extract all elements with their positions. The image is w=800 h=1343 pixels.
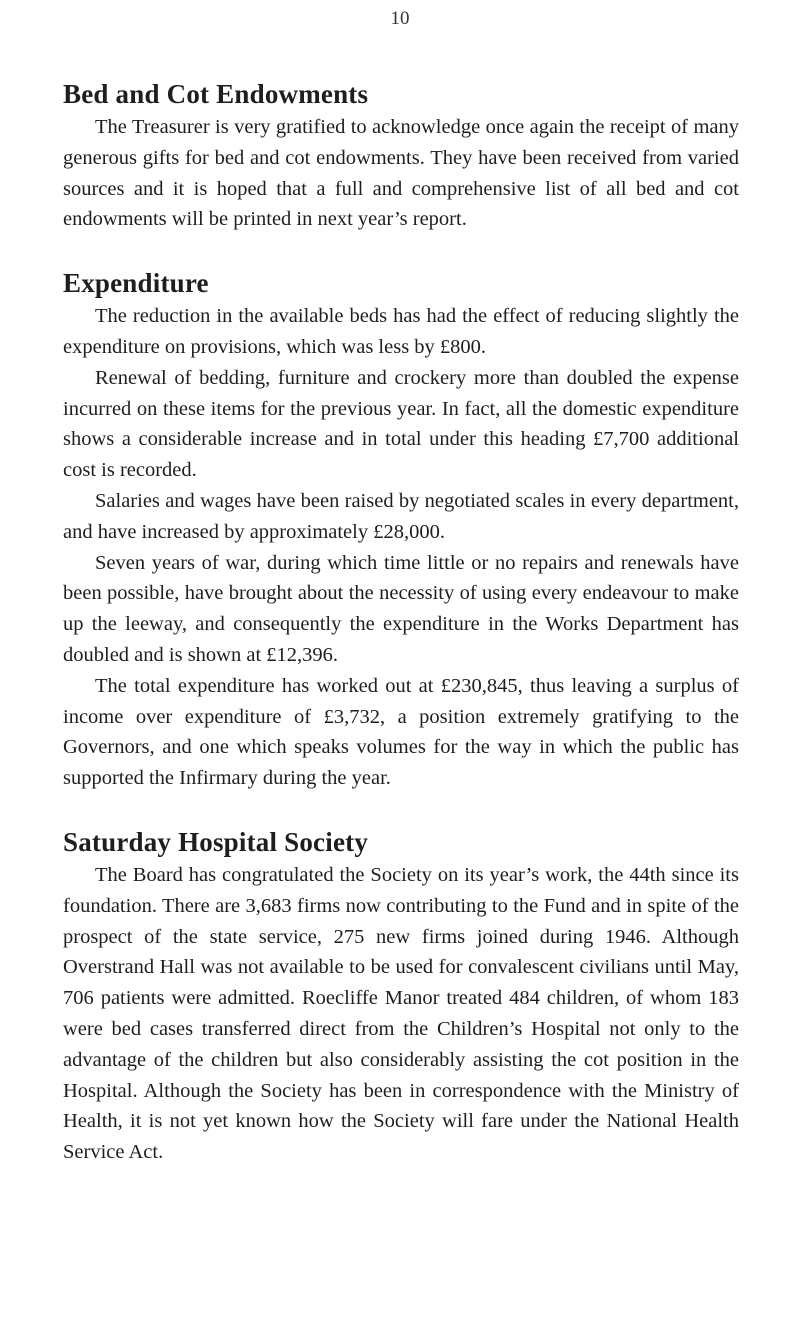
section-heading: Expenditure bbox=[63, 268, 209, 299]
paragraph: The total expenditure has worked out at £230,845, thus leaving a surplus of income over expenditure of £3,732, a position extremely gratifying to the Governors, and one which speaks volumes for the way in which the public has supported the Infirmary during the year. bbox=[63, 674, 739, 790]
page-number: 10 bbox=[390, 8, 410, 29]
section-heading: Bed and Cot Endowments bbox=[63, 79, 369, 109]
paragraph: Salaries and wages have been raised by negotiated scales in every department, and have increased by approximately £28,000. bbox=[63, 489, 739, 543]
paragraph: Renewal of bedding, furniture and crockery more than doubled the expense incurred on these items for the previous year. In fact, all the domestic expenditure shows a considerable increase and in total under this heading £7,700 additional cost is recorded. bbox=[63, 366, 739, 482]
section-bed-and-cot-endowments bbox=[63, 76, 739, 235]
paragraph: Seven years of war, during which time little or no repairs and renewals have been possible, have brought about the necessity of using every endeavour to make up the leeway, and consequently the expenditure in the Works Department has doubled and is shown at £12,396. bbox=[63, 551, 739, 666]
section-saturday-hospital-society bbox=[63, 824, 739, 1168]
paragraph: The reduction in the available beds has had the effect of reducing slightly the expenditure on provisions, which was less by £800. bbox=[63, 305, 739, 358]
document-body bbox=[63, 76, 739, 1168]
section-heading: Saturday Hospital Society bbox=[63, 826, 369, 857]
paragraph: The Treasurer is very gratified to acknowledge once again the receipt of many generous gifts for bed and cot endowments. They have been received from varied sources and it is hoped that a full and comprehensive list of all bed and cot endowments will be printed in next year’s report. bbox=[63, 116, 739, 231]
section-expenditure bbox=[63, 265, 739, 794]
paragraph: The Board has congratulated the Society on its year’s work, the 44th since its foundation. There are 3,683 firms now contributing to the Fund and in spite of the prospect of the state service, 275 new firms joined during 1946. Although Overstrand Hall was not available to be used for convalescent civilians until May, 706 patients were admitted. Roecliffe Manor treated 484 children, of whom 183 were bed cases transferred direct from the Children’s Hospital not only to the advantage of the children but also considerably assisting the cot position in the Hospital. Although the Society has been in correspondence with the Ministry of Health, it is not yet known how the Society will fare under the National Health Service Act. bbox=[63, 863, 739, 1164]
